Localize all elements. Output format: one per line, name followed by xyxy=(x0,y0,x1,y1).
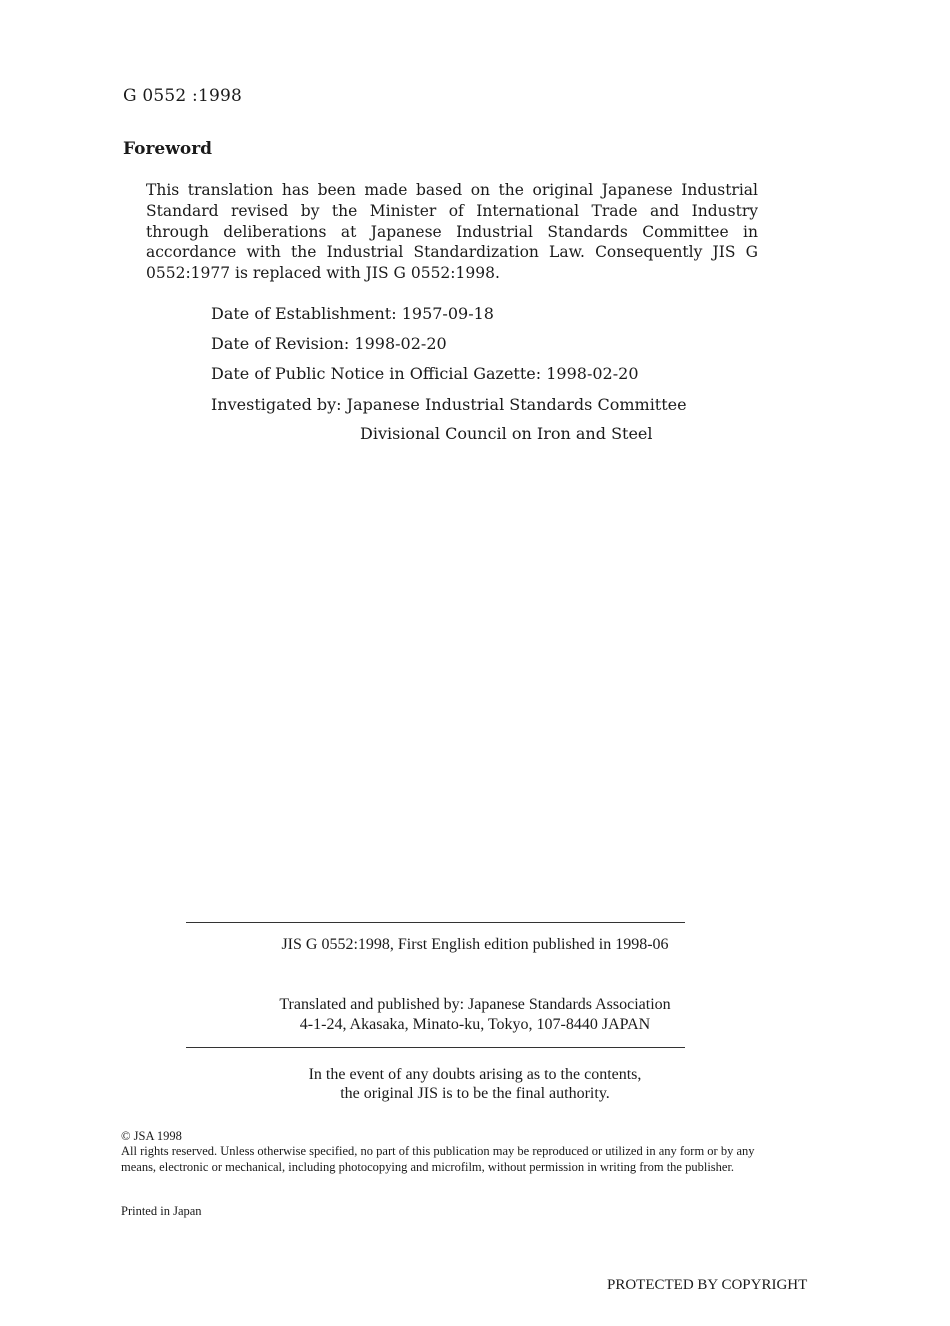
authority-line-1: In the event of any doubts arising as to the contents, xyxy=(308,1066,642,1083)
establishment-date-line xyxy=(211,304,494,323)
revision-label: Date of Revision: xyxy=(211,334,350,353)
foreword-paragraph: This translation has been made based on the original Japanese Industrial Standard revised by the Minister of International Trade and Industry through deliberations at Japanese Industrial Standards Committee in accordance with the Industrial Standardization Law. Consequently JIS G 0552:1977 is replaced with JIS G 0552:1998. xyxy=(146,181,758,283)
divider-bottom xyxy=(186,1047,685,1048)
rights-statement: All rights reserved. Unless otherwise specified, no part of this publication may be reproduced or utilized in any form or by any means, electronic or mechanical, including photocopying and microfilm, without permission in writing from the publisher. xyxy=(121,1144,755,1174)
gazette-value: 1998-02-20 xyxy=(546,364,639,383)
investigated-by-line xyxy=(211,395,687,414)
copyright-block xyxy=(121,1129,761,1175)
investigated-label: Investigated by: xyxy=(211,395,342,414)
divider-top xyxy=(186,922,685,923)
translated-by-line: Translated and published by: Japanese Standards Association xyxy=(279,996,671,1013)
authority-line-2: the original JIS is to be the final authority. xyxy=(340,1085,610,1102)
standard-id: G 0552 :1998 xyxy=(123,86,243,106)
printed-in: Printed in Japan xyxy=(121,1204,202,1218)
copyright-notice: © JSA 1998 xyxy=(121,1129,182,1143)
foreword-heading: Foreword xyxy=(123,139,213,159)
gazette-label: Date of Public Notice in Official Gazette: xyxy=(211,364,542,383)
revision-date-line xyxy=(211,334,447,353)
establishment-value: 1957-09-18 xyxy=(401,304,494,323)
investigated-by-council: Divisional Council on Iron and Steel xyxy=(360,424,653,443)
edition-line: JIS G 0552:1998, First English edition published in 1998-06 xyxy=(281,936,669,953)
publisher-address: 4-1-24, Akasaka, Minato-ku, Tokyo, 107-8440 JAPAN xyxy=(299,1016,651,1033)
gazette-date-line xyxy=(211,364,639,383)
establishment-label: Date of Establishment: xyxy=(211,304,397,323)
protected-watermark: PROTECTED BY COPYRIGHT xyxy=(607,1277,808,1293)
revision-value: 1998-02-20 xyxy=(354,334,447,353)
investigated-value: Japanese Industrial Standards Committee xyxy=(346,395,687,414)
